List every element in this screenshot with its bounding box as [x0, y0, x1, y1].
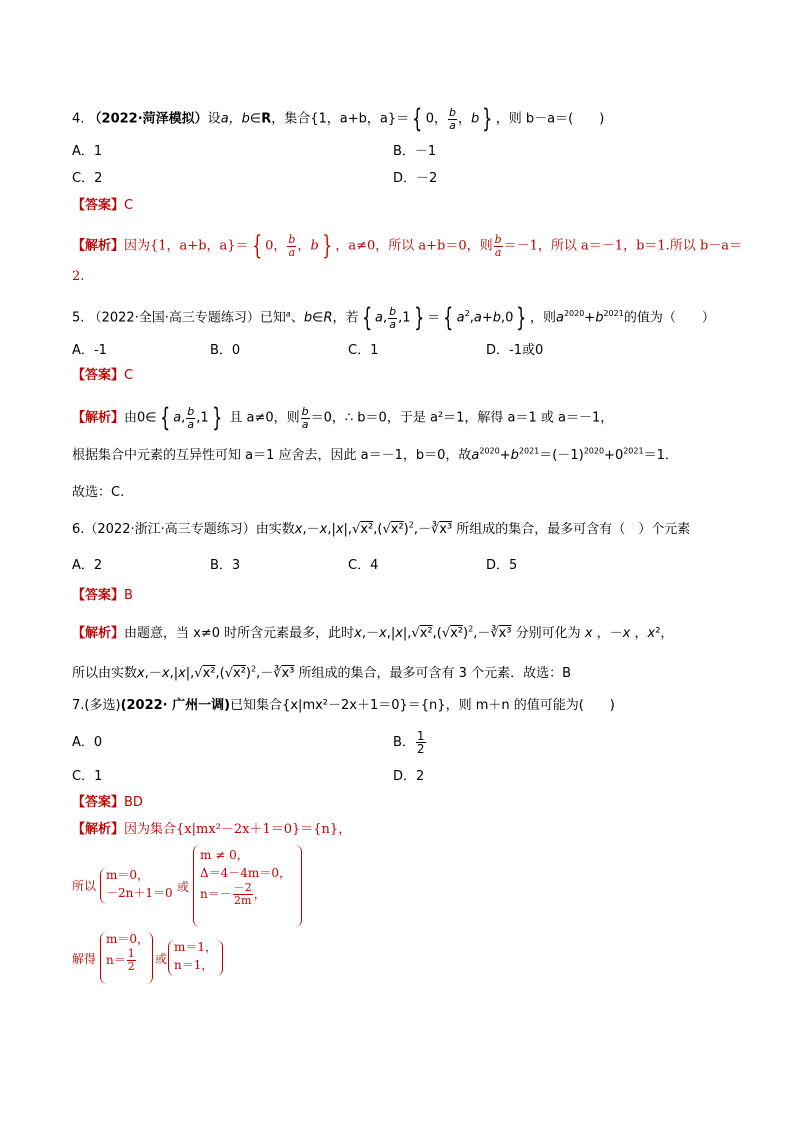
q5-option-d[interactable]: D．-1或0 — [486, 343, 544, 358]
q6-source: （2022·浙江·高三专题练习） — [84, 522, 256, 537]
or-label: 或 — [177, 880, 190, 894]
q5-option-a[interactable]: A．-1 — [72, 343, 107, 358]
solution2: m＝1， n＝1， — [174, 940, 218, 972]
answer-value: C — [124, 368, 134, 383]
system2: m ≠ 0， Δ＝4－4m＝0， n＝－ $\frac{-2}{2m}$ ， — [200, 848, 291, 907]
q4-option-a[interactable]: A．1 — [72, 144, 103, 159]
answer-label: 【答案】 — [72, 368, 125, 383]
q4-analysis-line2: 2. — [72, 269, 85, 284]
answer-value: BD — [124, 795, 143, 810]
answer-label: 【答案】 — [72, 198, 125, 213]
solution1: m＝0， n＝ $\frac{1}{2}$ — [106, 932, 150, 973]
q4-answer — [72, 197, 133, 215]
q7-option-b[interactable]: B． $\frac{1}{2}$ — [393, 729, 425, 756]
q5-source: （2022·全国·高三专题练习） — [88, 310, 260, 326]
q7-analysis-line1: 【解析】因为集合{x|mx²－2x＋1＝0}＝{n}， — [72, 822, 352, 837]
q5-analysis-line3: 故选：C. — [72, 485, 125, 500]
q6-analysis-line2: 所以由实数$x,-x,|x|,√x^2,(√x^2)^2,-∛x^3$ 所组成的集合，最多可含有 3 个元素．故选：B — [72, 664, 571, 681]
analysis-label: 【解析】 — [72, 238, 125, 254]
q5-number: 5. — [72, 310, 85, 326]
so-label: 所以 — [72, 879, 97, 893]
answer-label: 【答案】 — [72, 588, 125, 603]
or-label-2: 或 — [155, 952, 168, 966]
analysis-label: 【解析】 — [72, 410, 125, 426]
q6-option-d[interactable]: D．5 — [486, 558, 518, 573]
q7-answer — [72, 794, 143, 812]
q6-option-c[interactable]: C．4 — [348, 558, 379, 573]
q7-source: (2022· 广州一调) — [120, 698, 231, 713]
q6-stem: 6.（2022·浙江·高三专题练习）由实数$x,-x,|x|,√x^2,(√x^2)^2,-∛x^3$ 所组成的集合，最多可含有（ ）个元素 — [72, 520, 691, 537]
answer-value: B — [124, 588, 133, 603]
q5-analysis-line2: 根据集合中元素的互异性可知 a＝1 应舍去，因此 a＝－1，b＝0，故$a^{2020}+b^{2021}=(-1)^{2020}+0^{2021}=1$． — [72, 446, 678, 463]
q4-option-d[interactable]: D．－2 — [393, 171, 438, 186]
q7-tag: (多选) — [84, 698, 121, 713]
q5-option-b[interactable]: B．0 — [210, 343, 241, 358]
q7-stem: 7.(多选)(2022· 广州一调)已知集合{x|mx²－2x＋1＝0}＝{n}，则 m＋n 的值可能为( ) — [72, 698, 615, 713]
q7-number: 7. — [72, 698, 85, 713]
q4-stem: 4. （2022·菏泽模拟）设a，b∈R，集合{1，a+b，a}＝ { 0， $\frac{b}{a}$ ，b } ，则 b－a＝( ) — [72, 104, 605, 134]
q7-option-a[interactable]: A．0 — [72, 735, 103, 750]
q4-number: 4. — [72, 111, 85, 127]
answer-value: C — [124, 198, 134, 213]
q5-option-c[interactable]: C．1 — [348, 343, 379, 358]
q5-stem: 5. （2022·全国·高三专题练习）已知$^a$、b∈R，若 { a, $\frac{b}{a}$ ,1 } ＝ { $a^2,a+b,0$ } ，则$a^{2020}+b^{2021}$的值为（ ） — [72, 303, 715, 333]
q4-analysis-line1: 【解析】因为{1，a+b，a}＝ { 0， $\frac{b}{a}$ ，b } ，a≠0，所以 a+b＝0，则 $\frac{b}{a}$ ＝－1，所以 a＝－1，b＝1.所以 b－a＝ — [72, 231, 743, 261]
q6-answer — [72, 587, 133, 605]
q6-analysis-line1: 【解析】由题意，当 x≠0 时所含元素最多，此时$x,-x,|x|,√x^2,(√x^2)^2,-∛x^3$ 分别可化为 x ，－x ，x²， — [72, 624, 674, 641]
q6-option-b[interactable]: B．3 — [210, 558, 241, 573]
q7-option-c[interactable]: C．1 — [72, 769, 103, 784]
analysis-label: 【解析】 — [72, 626, 125, 641]
system1: m＝0， －2n＋1＝0 — [106, 868, 173, 900]
answer-label: 【答案】 — [72, 795, 125, 810]
q4-option-b[interactable]: B．－1 — [393, 144, 437, 159]
system2-right-brace — [295, 845, 302, 927]
system2-left-brace — [193, 845, 200, 927]
q6-number: 6. — [72, 522, 85, 537]
analysis-label: 【解析】 — [72, 822, 125, 837]
q5-answer — [72, 367, 133, 385]
q6-option-a[interactable]: A．2 — [72, 558, 103, 573]
q4-option-c[interactable]: C．2 — [72, 171, 103, 186]
q5-analysis-line1: 【解析】由0∈ { a, $\frac{b}{a}$ ,1 } 且 a≠0，则 $\frac{b}{a}$ ＝0，∴ b＝0，于是 a²＝1，解得 a＝1 或 a＝－1， — [72, 403, 614, 433]
solution1-right-brace — [146, 932, 153, 984]
solve-label: 解得 — [72, 952, 97, 966]
q4-source: （2022·菏泽模拟） — [88, 111, 208, 127]
q7-option-d[interactable]: D．2 — [393, 769, 425, 784]
solution2-right-brace — [216, 940, 223, 976]
